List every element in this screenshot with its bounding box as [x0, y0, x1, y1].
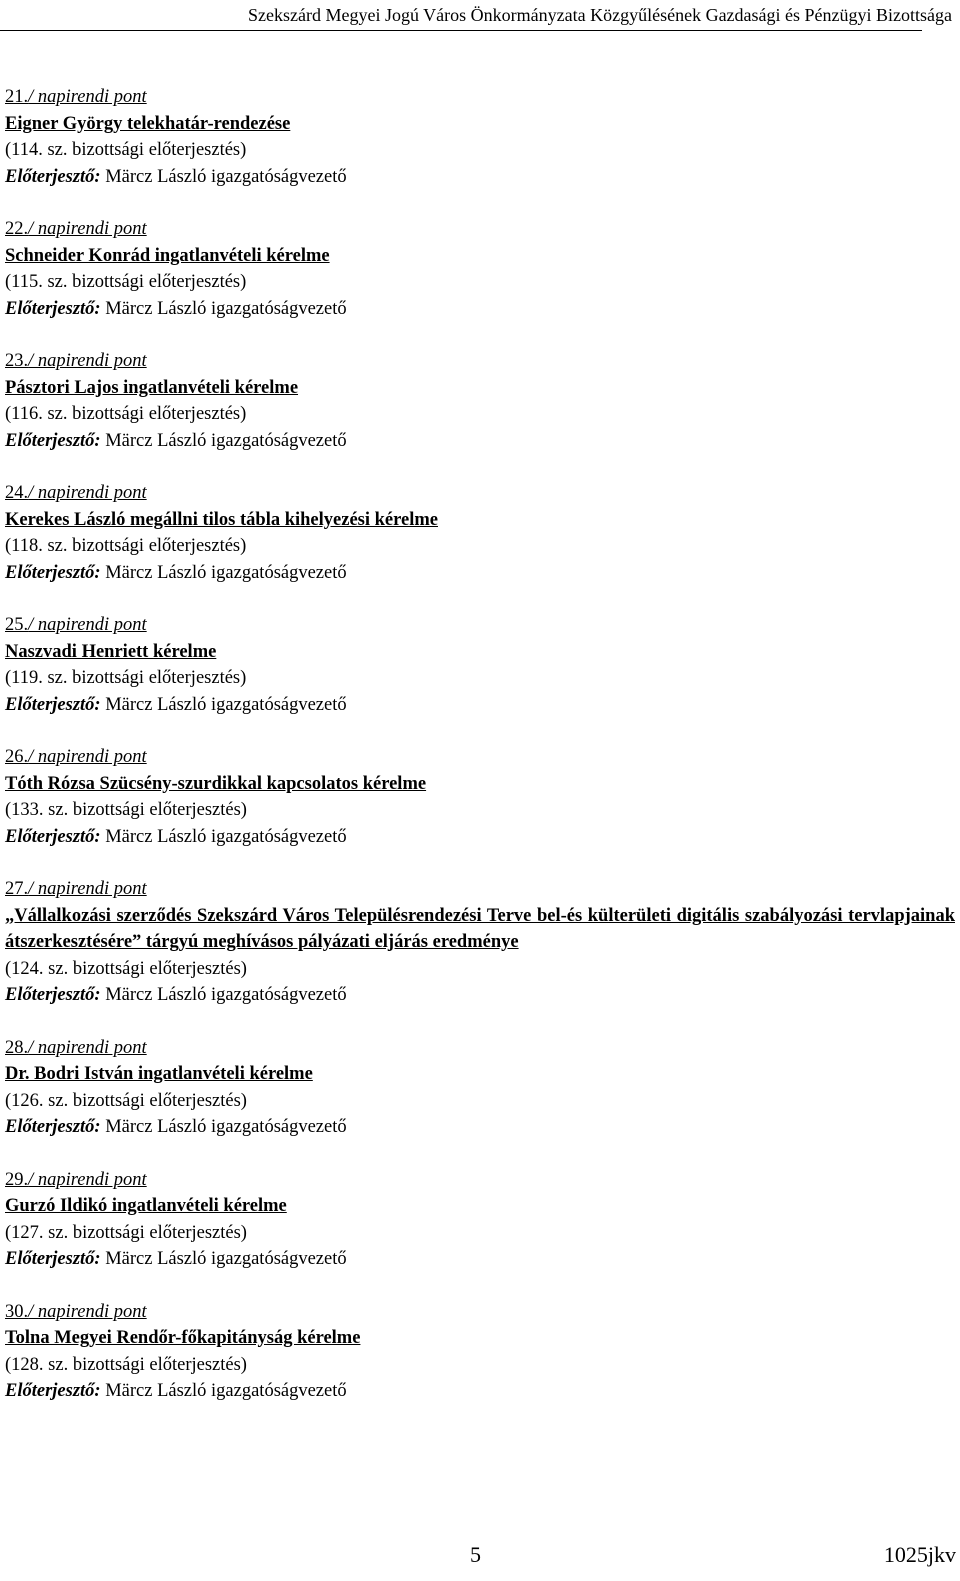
agenda-item-heading: 28./ napirendi pont	[5, 1037, 147, 1058]
agenda-item	[5, 480, 955, 586]
agenda-item	[5, 216, 955, 322]
agenda-item-presenter: Előterjesztő: Märcz László igazgatóságvezető	[5, 826, 347, 847]
agenda-item-title: Naszvadi Henriett kérelme	[5, 641, 217, 662]
agenda-item-presenter: Előterjesztő: Märcz László igazgatóságvezető	[5, 985, 347, 1005]
agenda-item-presenter: Előterjesztő: Märcz László igazgatóságvezető	[5, 1249, 347, 1269]
document-code: 1025jkv	[883, 1542, 956, 1567]
agenda-item-title: „Vállalkozási szerződés Szekszárd Város Településrendezési Terve bel-és külterületi digitális szabályozási tervlapjainak átszerkesztésére” tárgyú meghívásos pályázati eljárás eredménye	[5, 905, 955, 952]
agenda-item	[5, 744, 955, 850]
agenda-item-title: Tóth Rózsa Szücsény-szurdikkal kapcsolatos kérelme	[5, 773, 427, 794]
agenda-item-reference: (124. sz. bizottsági előterjesztés)	[5, 958, 247, 979]
agenda-item	[5, 1035, 955, 1141]
page-header: Szekszárd Megyei Jogú Város Önkormányzata Közgyűlésének Gazdasági és Pénzügyi Bizottsága	[248, 5, 952, 25]
agenda-item-heading: 21./ napirendi pont	[5, 87, 147, 107]
agenda-item-reference: (118. sz. bizottsági előterjesztés)	[5, 536, 247, 556]
agenda-item-heading: 25./ napirendi pont	[5, 615, 147, 635]
agenda-item-presenter: Előterjesztő: Märcz László igazgatóságvezető	[5, 298, 347, 319]
agenda-item-title: Pásztori Lajos ingatlanvételi kérelme	[5, 377, 299, 398]
agenda-item-presenter: Előterjesztő: Märcz László igazgatóságvezető	[5, 694, 347, 715]
agenda-item-presenter: Előterjesztő: Märcz László igazgatóságvezető	[5, 1381, 347, 1401]
agenda-item-heading: 30./ napirendi pont	[5, 1301, 147, 1322]
agenda-item-reference: (115. sz. bizottsági előterjesztés)	[5, 272, 247, 292]
agenda-item-presenter: Előterjesztő: Märcz László igazgatóságvezető	[5, 166, 347, 187]
agenda-item-reference: (133. sz. bizottsági előterjesztés)	[5, 800, 247, 820]
agenda-item-heading: 23./ napirendi pont	[5, 351, 147, 371]
agenda-item-title: Schneider Konrád ingatlanvételi kérelme	[5, 245, 330, 266]
agenda-item-heading: 24./ napirendi pont	[5, 483, 147, 503]
agenda-item-reference: (126. sz. bizottsági előterjesztés)	[5, 1090, 247, 1111]
agenda-item-title: Tolna Megyei Rendőr-főkapitányság kérelme	[5, 1328, 361, 1348]
agenda-item-reference: (119. sz. bizottsági előterjesztés)	[5, 668, 247, 688]
agenda-item-title: Gurzó Ildikó ingatlanvételi kérelme	[5, 1196, 287, 1216]
agenda-item-heading: 26./ napirendi pont	[5, 747, 147, 767]
agenda-item-presenter: Előterjesztő: Märcz László igazgatóságvezető	[5, 430, 347, 451]
agenda-item-title: Dr. Bodri István ingatlanvételi kérelme	[5, 1064, 313, 1084]
agenda-item-title: Eigner György telekhatár-rendezése	[5, 113, 291, 134]
agenda-item	[5, 612, 955, 718]
page-number: 5	[470, 1542, 481, 1567]
agenda-items	[5, 84, 955, 1431]
agenda-item-presenter: Előterjesztő: Märcz László igazgatóságvezető	[5, 562, 347, 583]
agenda-item-title: Kerekes László megállni tilos tábla kihelyezési kérelme	[5, 509, 438, 530]
agenda-item	[5, 348, 955, 454]
agenda-item	[5, 84, 955, 190]
agenda-item-reference: (127. sz. bizottsági előterjesztés)	[5, 1222, 247, 1243]
agenda-item	[5, 876, 955, 1009]
agenda-item-heading: 22./ napirendi pont	[5, 219, 147, 239]
agenda-item	[5, 1167, 955, 1273]
agenda-item	[5, 1299, 955, 1405]
agenda-item-reference: (128. sz. bizottsági előterjesztés)	[5, 1354, 247, 1375]
agenda-item-reference: (116. sz. bizottsági előterjesztés)	[5, 404, 247, 424]
header-rule	[0, 30, 922, 31]
agenda-item-reference: (114. sz. bizottsági előterjesztés)	[5, 140, 247, 160]
agenda-item-heading: 29./ napirendi pont	[5, 1169, 147, 1190]
agenda-item-presenter: Előterjesztő: Märcz László igazgatóságvezető	[5, 1117, 347, 1137]
agenda-item-heading: 27./ napirendi pont	[5, 879, 147, 899]
